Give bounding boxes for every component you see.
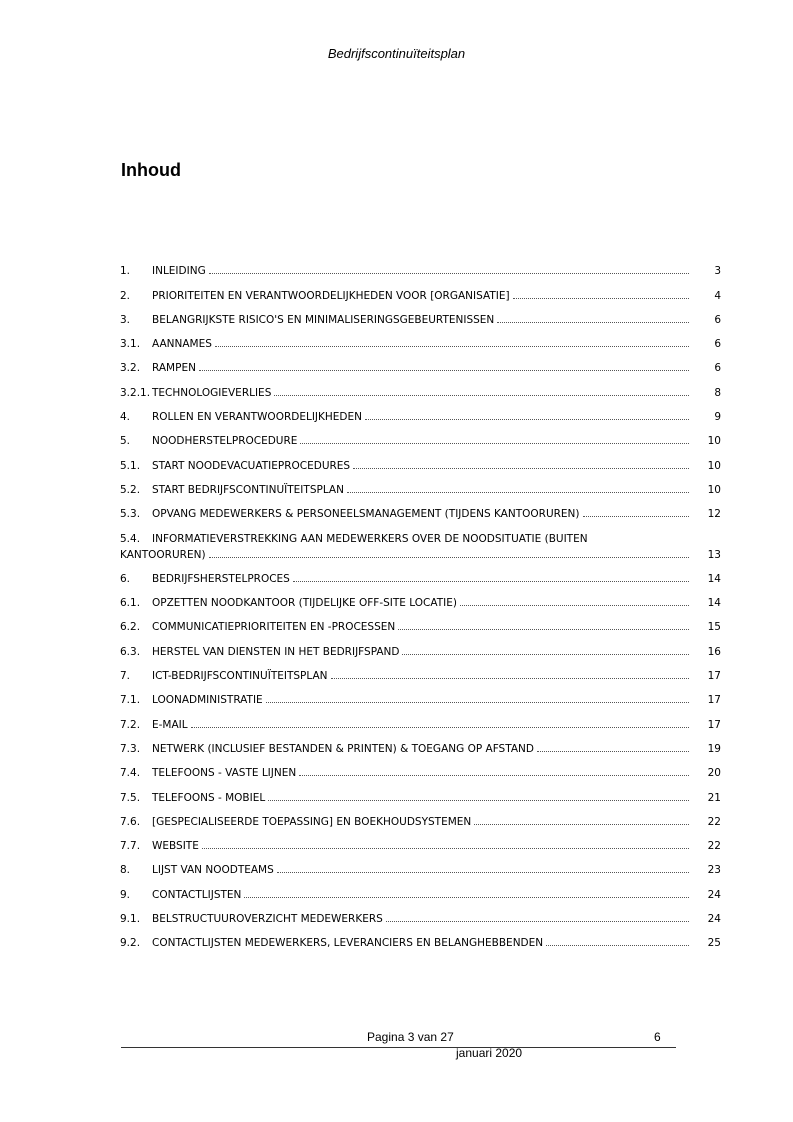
- table-of-contents: [120, 255, 721, 951]
- toc-entry-number: 3.2.1.: [120, 386, 151, 399]
- toc-entry-title: LOONADMINISTRATIE: [152, 694, 263, 707]
- toc-entry-title: START BEDRIJFSCONTINUÏTEITSPLAN: [152, 483, 344, 496]
- toc-entry-title: NOODHERSTELPROCEDURE: [152, 435, 298, 448]
- toc-entry-number: 6.3.: [120, 645, 141, 658]
- toc-entry[interactable]: [120, 474, 721, 498]
- toc-heading: Inhoud: [121, 160, 181, 180]
- toc-entry-title: START NOODEVACUATIEPROCEDURES: [152, 459, 351, 472]
- toc-entry-page: 10: [707, 435, 721, 448]
- toc-dot-leader: [398, 629, 689, 630]
- toc-entry-number: 7.3.: [120, 742, 141, 755]
- toc-entry-page: 25: [707, 937, 721, 950]
- toc-entry-title: PRIORITEITEN EN VERANTWOORDELIJKHEDEN VOOR [ORGANISATIE]: [152, 289, 510, 302]
- toc-entry-number: 6.1.: [120, 597, 141, 610]
- toc-entry[interactable]: [120, 425, 721, 449]
- toc-entry-number: 7.2.: [120, 718, 141, 731]
- toc-entry[interactable]: [120, 611, 721, 635]
- toc-entry-title: BEDRIJFSHERSTELPROCES: [152, 572, 290, 585]
- toc-dot-leader: [537, 751, 689, 752]
- toc-entry[interactable]: [120, 587, 721, 611]
- toc-dot-leader: [209, 557, 689, 558]
- toc-entry-page: 24: [707, 913, 721, 926]
- toc-entry-page: 6: [714, 338, 721, 351]
- toc-dot-leader: [293, 581, 689, 582]
- toc-entry[interactable]: [120, 757, 721, 781]
- toc-entry-number: 5.1.: [120, 459, 141, 472]
- toc-entry[interactable]: [120, 927, 721, 951]
- toc-entry[interactable]: [120, 563, 721, 587]
- toc-entry-page: 15: [707, 621, 721, 634]
- toc-entry-page: 6: [714, 313, 721, 326]
- toc-entry[interactable]: [120, 449, 721, 473]
- toc-entry-number: 3.: [120, 313, 131, 326]
- toc-entry-title: BELANGRIJKSTE RISICO'S EN MINIMALISERINGSGEBEURTENISSEN: [152, 313, 495, 326]
- toc-entry[interactable]: [120, 660, 721, 684]
- toc-entry-page: 24: [707, 888, 721, 901]
- toc-entry-number: 8.: [120, 864, 131, 877]
- toc-entry-page: 21: [707, 791, 721, 804]
- toc-entry-title: TELEFOONS - VASTE LIJNEN: [152, 767, 297, 780]
- toc-entry-page: 13: [707, 548, 721, 561]
- toc-entry-number: 2.: [120, 289, 131, 302]
- toc-dot-leader: [199, 370, 689, 371]
- toc-entry-title: TELEFOONS - MOBIEL: [152, 791, 266, 804]
- toc-entry-number: 3.2.: [120, 362, 141, 375]
- footer-date: januari 2020: [456, 1046, 523, 1060]
- toc-dot-leader: [209, 273, 689, 274]
- toc-entry-page: 16: [707, 645, 721, 658]
- toc-entry[interactable]: [120, 781, 721, 805]
- toc-entry-title: INLEIDING: [152, 265, 206, 278]
- toc-entry[interactable]: [120, 733, 721, 757]
- toc-entry-number: 7.4.: [120, 767, 141, 780]
- toc-entry-page: 23: [707, 864, 721, 877]
- toc-entry-title: [GESPECIALISEERDE TOEPASSING] EN BOEKHOUDSYSTEMEN: [152, 815, 472, 828]
- toc-entry-number: 7.5.: [120, 791, 141, 804]
- toc-entry-title: WEBSITE: [152, 840, 199, 853]
- toc-dot-leader: [402, 654, 689, 655]
- toc-entry-title: NETWERK (INCLUSIEF BESTANDEN & PRINTEN) & TOEGANG OP AFSTAND: [152, 742, 534, 755]
- toc-entry-number: 7.6.: [120, 815, 141, 828]
- toc-entry-title: BELSTRUCTUUROVERZICHT MEDEWERKERS: [152, 913, 383, 926]
- toc-entry-page: 19: [707, 742, 721, 755]
- toc-entry-title: E-MAIL: [152, 718, 188, 731]
- toc-entry-title: CONTACTLIJSTEN: [152, 888, 242, 901]
- toc-entry-number: 7.7.: [120, 840, 141, 853]
- toc-entry-page: 14: [707, 597, 721, 610]
- toc-entry-title: HERSTEL VAN DIENSTEN IN HET BEDRIJFSPAND: [152, 645, 400, 658]
- toc-dot-leader: [497, 322, 689, 323]
- toc-entry[interactable]: [120, 854, 721, 878]
- toc-entry[interactable]: [120, 304, 721, 328]
- toc-entry[interactable]: [120, 498, 721, 522]
- toc-entry-page: 10: [707, 459, 721, 472]
- toc-entry[interactable]: [120, 903, 721, 927]
- toc-entry-number: 7.: [120, 670, 131, 683]
- toc-entry[interactable]: [120, 328, 721, 352]
- toc-dot-leader: [300, 443, 689, 444]
- toc-dot-leader: [266, 702, 689, 703]
- toc-entry-page: 8: [714, 386, 721, 399]
- toc-entry-page: 22: [707, 840, 721, 853]
- toc-entry-title: TECHNOLOGIEVERLIES: [152, 386, 272, 399]
- toc-dot-leader: [353, 468, 689, 469]
- toc-dot-leader: [513, 298, 689, 299]
- toc-entry-title: OPVANG MEDEWERKERS & PERSONEELSMANAGEMENT (TIJDENS KANTOORUREN): [152, 508, 580, 521]
- toc-entry-number: 5.4.: [120, 532, 141, 545]
- toc-entry[interactable]: [120, 806, 721, 830]
- toc-dot-leader: [347, 492, 689, 493]
- toc-dot-leader: [244, 897, 689, 898]
- toc-entry-number: 7.1.: [120, 694, 141, 707]
- toc-entry-number: 9.2.: [120, 937, 141, 950]
- toc-entry-title: ICT-BEDRIJFSCONTINUÏTEITSPLAN: [152, 670, 328, 683]
- toc-entry[interactable]: [120, 708, 721, 732]
- toc-entry-title: INFORMATIEVERSTREKKING AAN MEDEWERKERS OVER DE NOODSITUATIE (BUITEN: [152, 532, 588, 545]
- toc-entry-title-continued: KANTOORUREN): [120, 548, 206, 561]
- toc-entry[interactable]: [120, 279, 721, 303]
- toc-entry-page: 17: [707, 718, 721, 731]
- toc-dot-leader: [215, 346, 689, 347]
- toc-entry-page: 10: [707, 483, 721, 496]
- toc-entry-number: 6.: [120, 572, 131, 585]
- toc-entry[interactable]: [120, 830, 721, 854]
- toc-entry-page: 22: [707, 815, 721, 828]
- toc-entry-number: 9.: [120, 888, 131, 901]
- toc-entry-title: LIJST VAN NOODTEAMS: [152, 864, 274, 877]
- toc-entry[interactable]: [120, 401, 721, 425]
- toc-entry[interactable]: [120, 684, 721, 708]
- toc-entry[interactable]: [120, 376, 721, 400]
- toc-entry-title: COMMUNICATIEPRIORITEITEN EN -PROCESSEN: [152, 621, 396, 634]
- toc-entry-page: 17: [707, 694, 721, 707]
- footer-number: 6: [654, 1030, 661, 1044]
- toc-dot-leader: [546, 945, 689, 946]
- toc-dot-leader: [268, 800, 689, 801]
- toc-entry-number: 3.1.: [120, 338, 141, 351]
- toc-entry-page: 3: [714, 265, 721, 278]
- toc-dot-leader: [365, 419, 689, 420]
- toc-entry-number: 5.: [120, 435, 131, 448]
- footer-page-label: Pagina 3 van 27: [367, 1030, 454, 1044]
- toc-entry-title: AANNAMES: [152, 338, 212, 351]
- toc-entry[interactable]: [120, 635, 721, 659]
- toc-entry-number: 4.: [120, 411, 131, 424]
- toc-dot-leader: [277, 872, 689, 873]
- toc-entry-title: ROLLEN EN VERANTWOORDELIJKHEDEN: [152, 411, 363, 424]
- toc-dot-leader: [191, 727, 689, 728]
- toc-dot-leader: [474, 824, 689, 825]
- toc-dot-leader: [460, 605, 689, 606]
- toc-entry-page: 12: [707, 508, 721, 521]
- toc-entry-number: 1.: [120, 265, 131, 278]
- toc-entry-number: 5.2.: [120, 483, 141, 496]
- toc-entry-page: 17: [707, 670, 721, 683]
- toc-entry-number: 5.3.: [120, 508, 141, 521]
- toc-entry-page: 9: [714, 411, 721, 424]
- toc-dot-leader: [202, 848, 689, 849]
- toc-dot-leader: [274, 395, 689, 396]
- toc-dot-leader: [386, 921, 689, 922]
- toc-entry[interactable]: [120, 352, 721, 376]
- page-footer: [121, 1030, 676, 1048]
- toc-entry-title: RAMPEN: [152, 362, 196, 375]
- toc-entry-number: 9.1.: [120, 913, 141, 926]
- running-header-title: Bedrijfscontinuïteitsplan: [327, 46, 466, 61]
- toc-entry-page: 20: [707, 767, 721, 780]
- toc-dot-leader: [299, 775, 689, 776]
- toc-entry-page: 14: [707, 572, 721, 585]
- toc-entry[interactable]: [120, 878, 721, 902]
- toc-entry-page: 6: [714, 362, 721, 375]
- toc-entry-number: 6.2.: [120, 621, 141, 634]
- toc-entry-title: CONTACTLIJSTEN MEDEWERKERS, LEVERANCIERS EN BELANGHEBBENDEN: [152, 937, 544, 950]
- toc-dot-leader: [331, 678, 689, 679]
- toc-entry-title: OPZETTEN NOODKANTOOR (TIJDELIJKE OFF-SITE LOCATIE): [152, 597, 457, 610]
- toc-dot-leader: [583, 516, 689, 517]
- toc-entry[interactable]: [120, 522, 721, 562]
- toc-entry[interactable]: [120, 255, 721, 279]
- toc-entry-page: 4: [714, 289, 721, 302]
